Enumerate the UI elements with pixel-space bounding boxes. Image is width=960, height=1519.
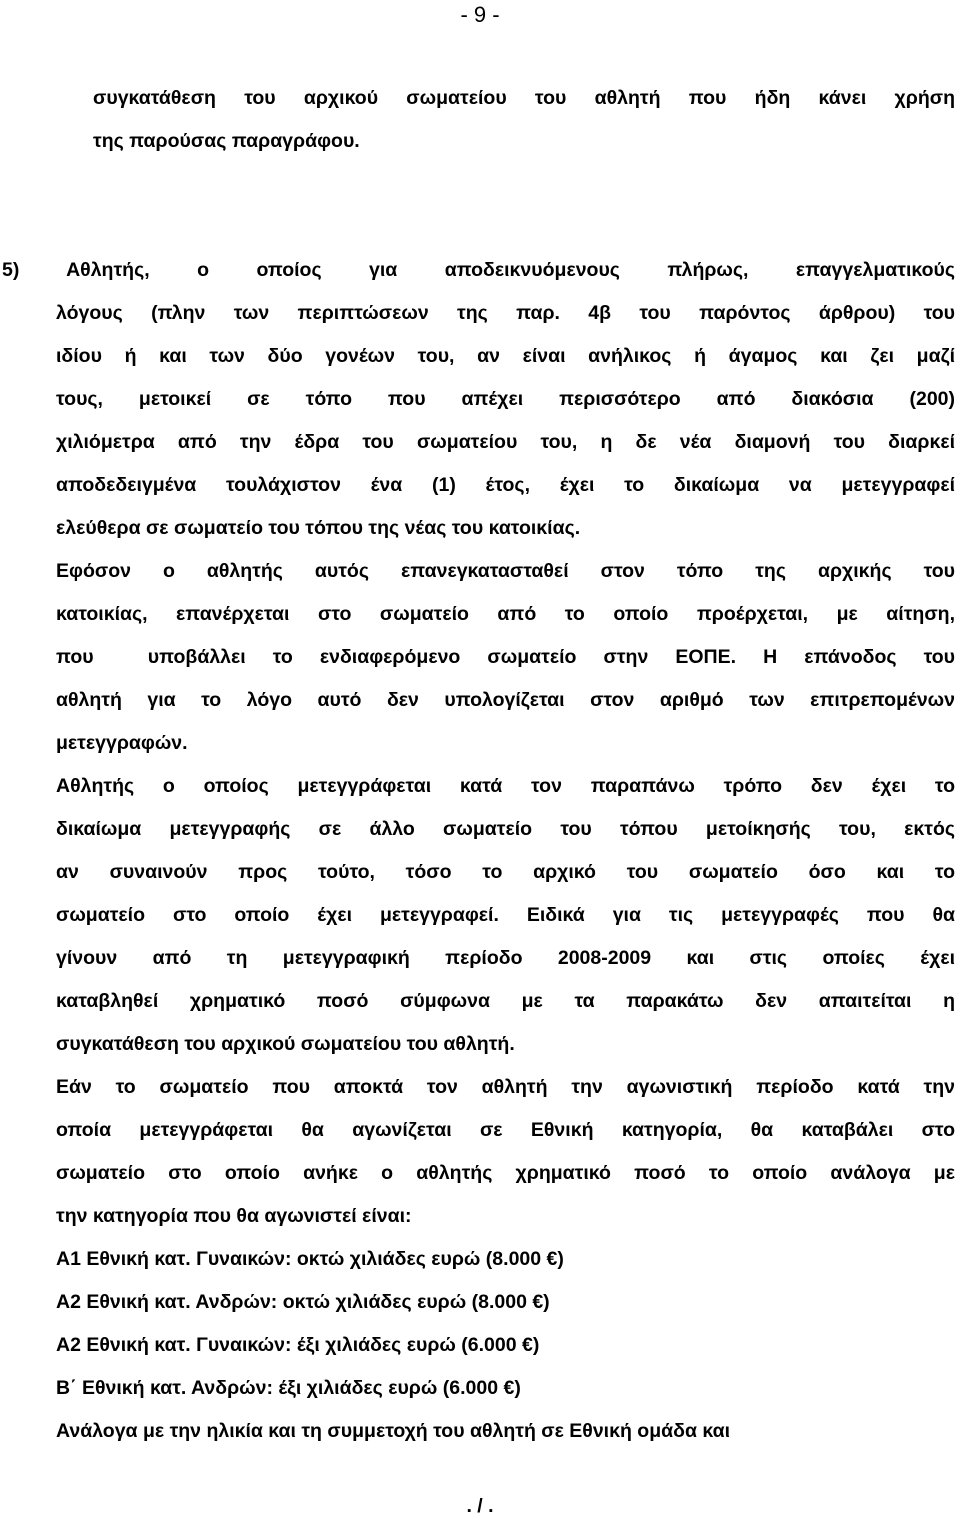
text-line: κατοικίας, επανέρχεται στο σωματείο από το οποίο προέρχεται, με αίτηση, (56, 603, 955, 625)
fee-item: Α2 Εθνική κατ. Ανδρών: οκτώ χιλιάδες ευρώ (8.000 €) (56, 1291, 550, 1313)
text-line: 5) Αθλητής, ο οποίος για αποδεικνυόμενους πλήρως, επαγγελματικούς (2, 259, 955, 281)
text-line: που υποβάλλει το ενδιαφερόμενο σωματείο στην ΕΟΠΕ. Η επάνοδος του (56, 646, 955, 668)
text-line: σωματείο στο οποίο έχει μετεγγραφεί. Ειδικά για τις μετεγγραφές που θα (56, 904, 955, 926)
text-line: Ανάλογα με την ηλικία και τη συμμετοχή του αθλητή σε Εθνική ομάδα και (56, 1420, 730, 1442)
text-line: σωματείο στο οποίο ανήκε ο αθλητής χρηματικό ποσό το οποίο ανάλογα με (56, 1162, 955, 1184)
text-line: την κατηγορία που θα αγωνιστεί είναι: (56, 1205, 412, 1227)
text-line: ιδίου ή και των δύο γονέων του, αν είναι ανήλικος ή άγαμος και ζει μαζί (56, 345, 955, 367)
text-line: αθλητή για το λόγο αυτό δεν υπολογίζεται στον αριθμό των επιτρεπομένων (56, 689, 955, 711)
text-line: της παρούσας παραγράφου. (93, 130, 360, 152)
fee-item: Β΄ Εθνική κατ. Ανδρών: έξι χιλιάδες ευρώ (6.000 €) (56, 1377, 521, 1399)
text-line: Εάν το σωματείο που αποκτά τον αθλητή την αγωνιστική περίοδο κατά την (56, 1076, 955, 1098)
text-line: συγκατάθεση του αρχικού σωματείου του αθλητή που ήδη κάνει χρήση (93, 87, 955, 109)
page-number: - 9 - (460, 2, 500, 27)
text-line: ελεύθερα σε σωματείο του τόπου της νέας του κατοικίας. (56, 517, 581, 539)
text-line: χιλιόμετρα από την έδρα του σωματείου του, η δε νέα διαμονή του διαρκεί (56, 431, 955, 453)
text-line: συγκατάθεση του αρχικού σωματείου του αθλητή. (56, 1033, 515, 1055)
fee-item: Α2 Εθνική κατ. Γυναικών: έξι χιλιάδες ευρώ (6.000 €) (56, 1334, 540, 1356)
text-line: δικαίωμα μετεγγραφής σε άλλο σωματείο του τόπου μετοίκησής του, εκτός (56, 818, 955, 840)
fee-item: Α1 Εθνική κατ. Γυναικών: οκτώ χιλιάδες ευρώ (8.000 €) (56, 1248, 564, 1270)
text-line: γίνουν από τη μετεγγραφική περίοδο 2008-2009 και στις οποίες έχει (56, 947, 955, 969)
text-line: οποία μετεγγράφεται θα αγωνίζεται σε Εθνική κατηγορία, θα καταβάλει στο (56, 1119, 955, 1141)
text-line: λόγους (πλην των περιπτώσεων της παρ. 4β του παρόντος άρθρου) του (56, 302, 955, 324)
text-line: καταβληθεί χρηματικό ποσό σύμφωνα με τα παρακάτω δεν απαιτείται η (56, 990, 955, 1012)
text-line: Αθλητής ο οποίος μετεγγράφεται κατά τον παραπάνω τρόπο δεν έχει το (56, 775, 955, 797)
text-line: μετεγγραφών. (56, 732, 188, 754)
text-line: τους, μετοικεί σε τόπο που απέχει περισσότερο από διακόσια (200) (56, 388, 955, 410)
text-line: αποδεδειγμένα τουλάχιστον ένα (1) έτος, έχει το δικαίωμα να μετεγγραφεί (56, 474, 955, 496)
text-line: Εφόσον ο αθλητής αυτός επανεγκατασταθεί στον τόπο της αρχικής του (56, 560, 955, 582)
text-line: αν συναινούν προς τούτο, τόσο το αρχικό του σωματείο όσο και το (56, 861, 955, 883)
continuation-mark: . / . (466, 1495, 494, 1517)
